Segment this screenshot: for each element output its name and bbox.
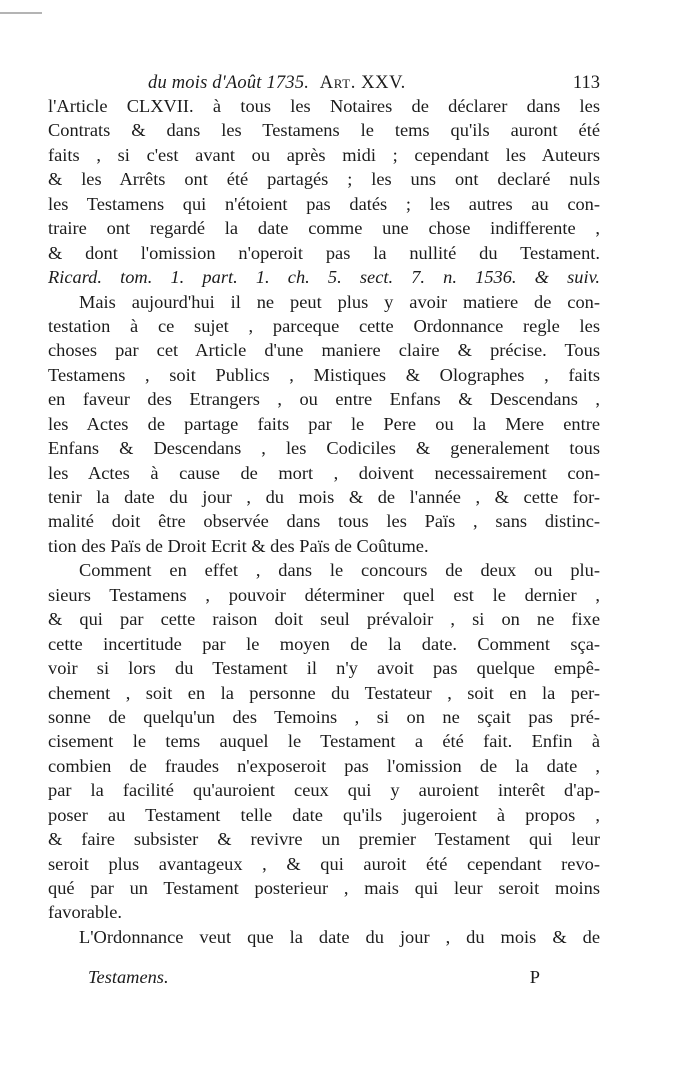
- paragraph-end-line: tion des Païs de Droit Ecrit & des Païs de Coûtume.: [48, 535, 429, 556]
- text-line: chement , soit en la personne du Testateur , soit en la per-: [48, 682, 600, 703]
- page-number: 113: [572, 73, 600, 93]
- text-line: en faveur des Etrangers , ou entre Enfans & Descendans ,: [48, 389, 600, 410]
- text-line: Enfans & Descendans , les Codiciles & generalement tous: [48, 438, 600, 459]
- text-line: faits , si c'est avant ou après midi ; cependant les Auteurs: [48, 144, 600, 165]
- text-line: malité doit être observée dans tous les Païs , sans distinc-: [48, 511, 600, 532]
- text-line: combien de fraudes n'exposeroit pas l'omission de la date ,: [48, 755, 600, 776]
- paragraph-end-line: favorable.: [48, 902, 123, 923]
- running-head-article: Art. XXV.: [319, 73, 406, 93]
- running-head: [148, 70, 600, 96]
- text-line: seroit plus avantageux , & qui auroit été cependant revo-: [48, 853, 600, 874]
- text-line: cette incertitude par le moyen de la date. Comment sça-: [48, 633, 600, 654]
- text-line: sieurs Testamens , pouvoir déterminer quel est le dernier ,: [48, 584, 600, 605]
- text-line: cisement le tems auquel le Testament a été fait. Enfin à: [48, 731, 600, 752]
- text-line: & faire subsister & revivre un premier Testament qui leur: [48, 829, 600, 850]
- text-line: voir si lors du Testament il n'y avoit pas quelque empê-: [48, 658, 600, 679]
- citation-line: Ricard. tom. 1. part. 1. ch. 5. sect. 7. n. 1536. & suiv.: [48, 267, 600, 288]
- paragraph-start-line: L'Ordonnance veut que la date du jour , du mois & de: [79, 926, 600, 947]
- text-line: qué par un Testament posterieur , mais qui leur seroit moins: [48, 878, 600, 898]
- text-line: l'Article CLXVII. à tous les Notaires de déclarer dans les: [48, 96, 600, 116]
- text-line: Contrats & dans les Testamens le tems qu'ils auront été: [48, 120, 600, 141]
- catchword: Testamens.: [88, 967, 169, 987]
- paragraph-start-line: Comment en effet , dans le concours de deux ou plu-: [79, 560, 600, 581]
- text-line: choses par cet Article d'une maniere claire & précise. Tous: [48, 340, 600, 361]
- text-line: Testamens , soit Publics , Mistiques & Olographes , faits: [48, 364, 600, 385]
- corner-ink-mark: [0, 12, 42, 14]
- text-line: par la facilité qu'auroient ceux qui y auroient interêt d'ap-: [48, 780, 600, 801]
- text-line: les Actes à cause de mort , doivent necessairement con-: [48, 462, 600, 483]
- text-line: les Actes de partage faits par le Pere ou la Mere entre: [48, 413, 600, 434]
- text-line: poser au Testament telle date qu'ils jugeroient à propos ,: [48, 804, 600, 825]
- running-head-title: du mois d'Août 1735.: [148, 73, 310, 93]
- text-line: tenir la date du jour , du mois & de l'année , & cette for-: [48, 487, 600, 507]
- page-footer: [88, 964, 540, 990]
- text-line: & dont l'omission n'operoit pas la nullité du Testament.: [48, 242, 600, 263]
- text-line: testation à ce sujet , parceque cette Ordonnance regle les: [48, 315, 600, 336]
- text-line: & les Arrêts ont été partagés ; les uns ont declaré nuls: [48, 169, 600, 190]
- text-line: les Testamens qui n'étoient pas datés ; les autres au con-: [48, 193, 600, 214]
- text-line: & qui par cette raison doit seul prévaloir , si on ne fixe: [48, 609, 600, 630]
- text-line: traire ont regardé la date comme une chose indifferente ,: [48, 218, 600, 239]
- signature-mark: P: [529, 967, 540, 987]
- text-line: sonne de quelqu'un des Temoins , si on ne sçait pas pré-: [48, 706, 600, 727]
- paragraph-start-line: Mais aujourd'hui il ne peut plus y avoir matiere de con-: [79, 291, 600, 312]
- body-text: [48, 94, 600, 949]
